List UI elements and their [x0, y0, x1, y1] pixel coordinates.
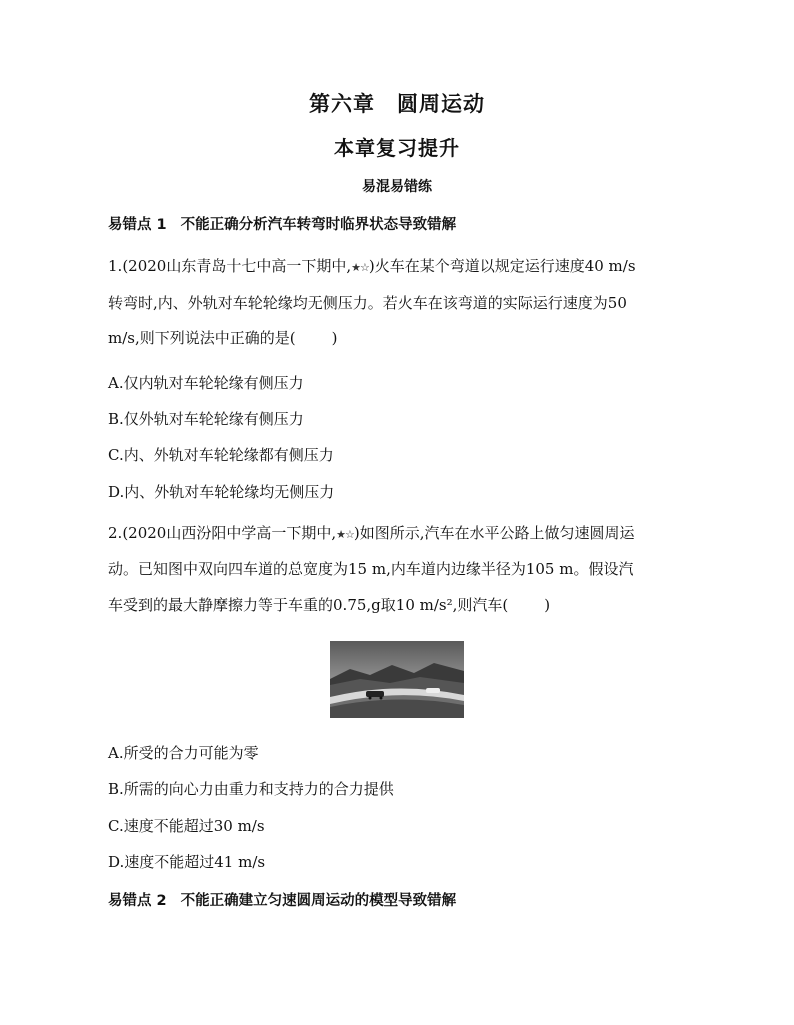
- question-text: m/s,则下列说法中正确的是(: [108, 329, 296, 347]
- question-1-option-d: D.内、外轨对车轮轮缘均无侧压力: [108, 483, 335, 501]
- answer-blank-close: ): [544, 596, 551, 614]
- question-2-option-a: A.所受的合力可能为零: [108, 744, 259, 762]
- question-1-option-c: C.内、外轨对车轮轮缘都有侧压力: [108, 446, 334, 464]
- question-1-option-b: B.仅外轨对车轮轮缘有侧压力: [108, 410, 304, 428]
- question-2-option-d: D.速度不能超过41 m/s: [108, 853, 266, 871]
- answer-blank-close: ): [331, 329, 338, 347]
- question-1-line-2: 转弯时,内、外轨对车轮轮缘均无侧压力。若火车在该弯道的实际运行速度为50: [108, 294, 627, 312]
- difficulty-star-icon: ★☆: [351, 261, 369, 274]
- difficulty-star-icon: ★☆: [336, 528, 354, 541]
- question-1-line-1: [108, 255, 636, 276]
- error-point-2: [108, 889, 456, 910]
- question-source: (2020山东青岛十七中高一下期中,: [122, 257, 352, 275]
- curved-road-photo: [330, 641, 464, 718]
- error-point-tag: 易错点 2: [108, 893, 167, 909]
- question-2-option-c: C.速度不能超过30 m/s: [108, 817, 265, 835]
- question-2-option-b: B.所需的向心力由重力和支持力的合力提供: [108, 780, 394, 798]
- road-illustration: [330, 641, 464, 718]
- question-2-line-3: [108, 594, 550, 615]
- error-point-tag: 易错点 1: [108, 217, 167, 233]
- question-1-line-3: [108, 327, 337, 348]
- question-number: 1.: [108, 257, 123, 275]
- question-source: (2020山西汾阳中学高一下期中,: [122, 524, 337, 542]
- review-subtitle: 本章复习提升: [334, 136, 460, 160]
- error-point-text: 不能正确分析汽车转弯时临界状态导致错解: [180, 217, 457, 233]
- question-number: 2.: [108, 524, 123, 542]
- error-point-1: [108, 213, 456, 234]
- section-heading: 易混易错练: [362, 179, 432, 195]
- chapter-title: 第六章 圆周运动: [309, 92, 485, 116]
- question-2-line-1: [108, 522, 634, 543]
- question-2-line-2: 动。已知图中双向四车道的总宽度为15 m,内车道内边缘半径为105 m。假设汽: [108, 560, 634, 578]
- question-text: )如图所示,汽车在水平公路上做匀速圆周运: [353, 524, 635, 542]
- question-text: )火车在某个弯道以规定运行速度40 m/s: [368, 257, 636, 275]
- error-point-text: 不能正确建立匀速圆周运动的模型导致错解: [180, 893, 457, 909]
- question-1-option-a: A.仅内轨对车轮轮缘有侧压力: [108, 374, 304, 392]
- question-text: 车受到的最大静摩擦力等于车重的0.75,g取10 m/s²,则汽车(: [108, 596, 509, 614]
